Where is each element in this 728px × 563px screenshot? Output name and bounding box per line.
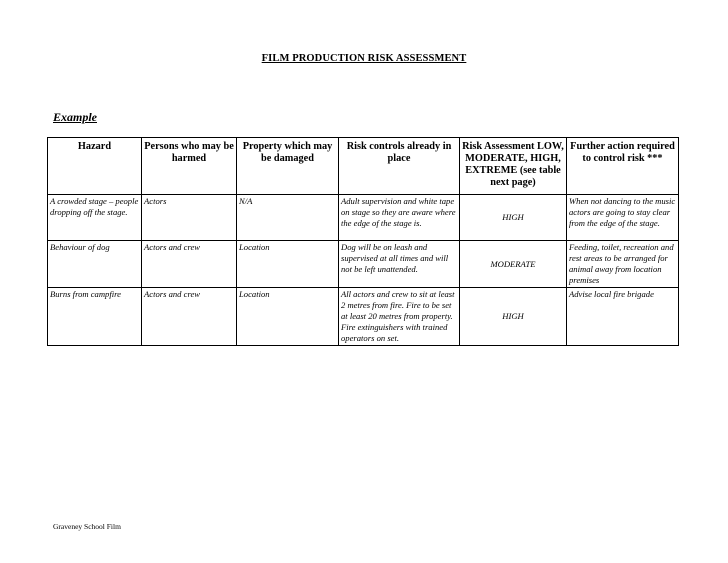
table-row — [48, 288, 679, 346]
table-row — [48, 195, 679, 241]
risk-assessment-table — [47, 137, 679, 346]
cell-hazard: A crowded stage – people dropping off the stage. — [48, 195, 142, 241]
cell-controls: All actors and crew to sit at least 2 metres from fire. Fire to be set at least 20 metres from property. Fire extinguishers with trained operators on set. — [339, 288, 460, 346]
header-persons-harmed: Persons who may be harmed — [142, 138, 237, 195]
cell-further-action: Advise local fire brigade — [567, 288, 679, 346]
header-hazard: Hazard — [48, 138, 142, 195]
cell-controls: Dog will be on leash and supervised at all times and will not be left unattended. — [339, 241, 460, 288]
cell-assessment: MODERATE — [460, 241, 567, 288]
cell-hazard: Behaviour of dog — [48, 241, 142, 288]
cell-persons: Actors — [142, 195, 237, 241]
cell-further-action: When not dancing to the music actors are going to stay clear from the edge of the stage. — [567, 195, 679, 241]
header-property-damaged: Property which may be damaged — [237, 138, 339, 195]
cell-controls: Adult supervision and white tape on stage so they are aware where the edge of the stage is. — [339, 195, 460, 241]
cell-assessment: HIGH — [460, 288, 567, 346]
table-header-row — [48, 138, 679, 195]
cell-further-action: Feeding, toilet, recreation and rest areas to be arranged for animal away from location premises — [567, 241, 679, 288]
cell-property: N/A — [237, 195, 339, 241]
footer-text: Graveney School Film — [53, 522, 121, 531]
table-row — [48, 241, 679, 288]
header-risk-assessment: Risk Assessment LOW, MODERATE, HIGH, EXTREME (see table next page) — [460, 138, 567, 195]
header-risk-controls: Risk controls already in place — [339, 138, 460, 195]
cell-property: Location — [237, 288, 339, 346]
header-further-action: Further action required to control risk *** — [567, 138, 679, 195]
section-label-example: Example — [53, 110, 97, 124]
document-title: FILM PRODUCTION RISK ASSESSMENT — [261, 53, 467, 64]
cell-property: Location — [237, 241, 339, 288]
cell-assessment: HIGH — [460, 195, 567, 241]
cell-persons: Actors and crew — [142, 241, 237, 288]
cell-persons: Actors and crew — [142, 288, 237, 346]
cell-hazard: Burns from campfire — [48, 288, 142, 346]
